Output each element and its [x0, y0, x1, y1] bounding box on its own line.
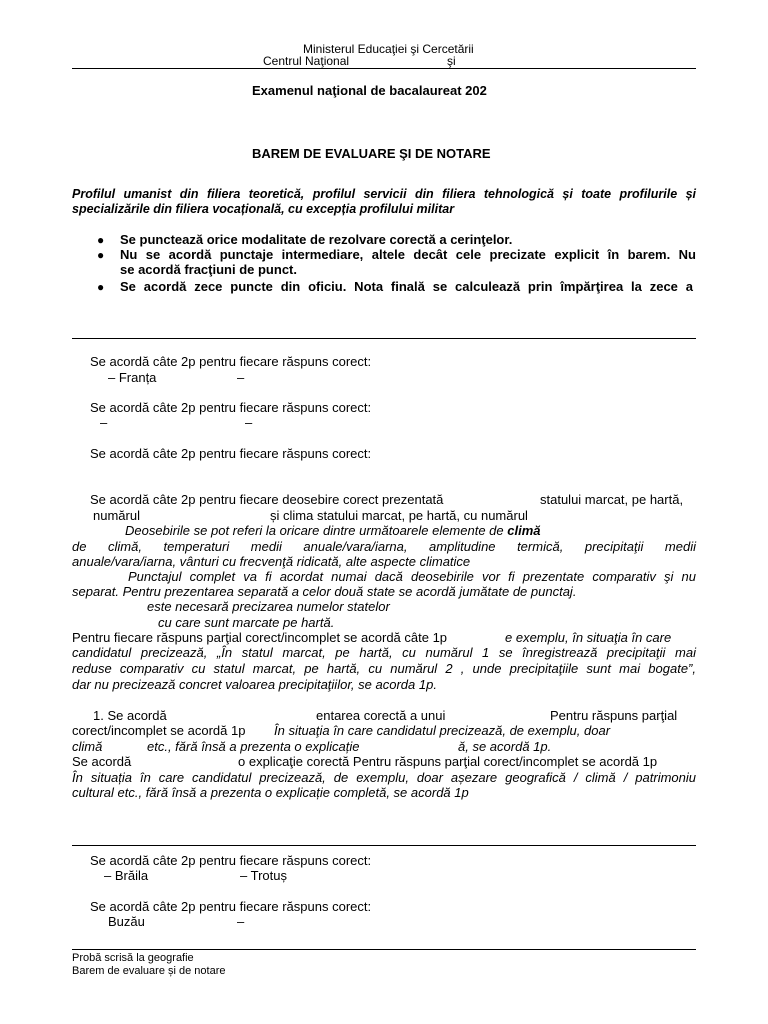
rule-item: Se acordă zece puncte din oficiu. Nota finală se calculează prin împărţirea la zece a: [120, 279, 693, 294]
question-text: Se acordă câte 2p pentru fiecare răspuns corect:: [90, 354, 372, 369]
question-text: 1. Se acordă: [93, 708, 167, 723]
rule-item: Nu se acordă punctaje intermediare, altele decât cele precizate explicit în barem. Nu: [120, 247, 696, 262]
section-divider: [72, 338, 696, 339]
answer-item: – Brăila: [104, 868, 149, 883]
centre-name-suffix: şi: [447, 54, 456, 68]
example-text: climă: [72, 739, 103, 754]
centre-name: Centrul Naţional: [263, 54, 350, 68]
footer-line: Barem de evaluare și de notare: [72, 965, 226, 977]
note-text: anuale/vara/iarna, vânturi cu frecvenţă ridicată, alte aspecte climatice: [72, 554, 471, 569]
barem-title: BAREM DE EVALUARE ŞI DE NOTARE: [252, 146, 491, 161]
scoring-text: Se acordă: [72, 754, 132, 769]
scoring-text: Pentru fiecare răspuns parţial corect/incomplet se acordă câte 1p: [72, 630, 448, 645]
answer-item: –: [245, 415, 253, 430]
question-text: Se acordă câte 2p pentru fiecare deosebire corect prezentată: [90, 492, 444, 507]
header-divider: [72, 68, 696, 69]
note-text: cu care sunt marcate pe hartă.: [158, 615, 335, 630]
answer-item: –: [100, 415, 108, 430]
rule-item: Se punctează orice modalitate de rezolvare corectă a cerinţelor.: [120, 232, 513, 247]
scoring-text: o explicaţie corectă Pentru răspuns parţial corect/incomplet se acordă 1p: [238, 754, 658, 769]
answer-item: – Franța: [108, 370, 157, 385]
answer-item: – Trotuș: [240, 868, 287, 883]
question-text: statului marcat, pe hartă,: [540, 492, 684, 507]
note-text: separat. Pentru prezentarea separată a celor două state se acordă jumătate de punctaj.: [72, 584, 577, 599]
ministry-name: Ministerul Educaţiei şi Cercetării: [303, 42, 474, 56]
exam-title: Examenul naţional de bacalaureat 202: [252, 83, 487, 98]
question-text: entarea corectă a unui: [316, 708, 446, 723]
note-text: Punctajul complet va fi acordat numai dacă deosebirile vor fi prezentate comparativ şi nu: [128, 569, 696, 584]
note-text: este necesară precizarea numelor statelor: [147, 599, 390, 614]
question-text: Se acordă câte 2p pentru fiecare răspuns corect:: [90, 899, 372, 914]
bullet-icon: ●: [97, 233, 105, 247]
footer-divider: [72, 949, 696, 950]
answer-item: –: [237, 914, 245, 929]
bullet-icon: ●: [97, 248, 105, 262]
example-text: reduse comparativ cu statul marcat, pe hartă, cu numărul 2 , unde precipitaţiile sunt mai bogate”,: [72, 661, 696, 676]
question-text: Se acordă câte 2p pentru fiecare răspuns corect:: [90, 400, 372, 415]
profile-line-2: specializările din filiera vocațională, cu excepția profilului militar: [72, 202, 455, 216]
note-text: de climă, temperaturi medii anuale/vara/iarna, amplitudine termică, precipitaţii medii: [72, 539, 696, 554]
rule-item-continuation: se acordă fracţiuni de punct.: [120, 262, 297, 277]
example-text: cultural etc., fără însă a prezenta o explicație completă, se acordă 1p: [72, 785, 469, 800]
answer-item: –: [237, 370, 245, 385]
section-divider: [72, 845, 696, 846]
question-text: numărul: [93, 508, 140, 523]
question-text: Pentru răspuns parţial: [550, 708, 678, 723]
question-text: Se acordă câte 2p pentru fiecare răspuns corect:: [90, 446, 372, 461]
example-text: candidatul precizează, „În statul marcat, pe hartă, cu numărul 1 se înregistrează precipitaţii mai: [72, 645, 696, 660]
footer-line: Probă scrisă la geografie: [72, 952, 194, 964]
question-text: Se acordă câte 2p pentru fiecare răspuns corect:: [90, 853, 372, 868]
bullet-icon: ●: [97, 280, 105, 294]
scoring-text: corect/incomplet se acordă 1p: [72, 723, 246, 738]
example-text: dar nu precizează concret valoarea precipitaţiilor, se acorda 1p.: [72, 677, 437, 692]
example-text: etc., fără însă a prezenta o explicație: [147, 739, 360, 754]
note-text: Deosebirile se pot referi la oricare dintre următoarele elemente de climă: [125, 523, 541, 538]
question-text: și clima statului marcat, pe hartă, cu numărul: [270, 508, 528, 523]
example-text: ă, se acordă 1p.: [458, 739, 552, 754]
answer-item: Buzău: [108, 914, 145, 929]
scoring-text: e exemplu, în situaţia în care: [505, 630, 672, 645]
example-text: În situația în care candidatul precizează, de exemplu, doar așezare geografică / climă / patrimoniu: [72, 770, 696, 785]
example-text: În situaţia în care candidatul precizează, de exemplu, doar: [274, 723, 611, 738]
profile-line-1: Profilul umanist din filiera teoretică, profilul servicii din filiera tehnologică și toate profilurile și: [72, 187, 696, 201]
